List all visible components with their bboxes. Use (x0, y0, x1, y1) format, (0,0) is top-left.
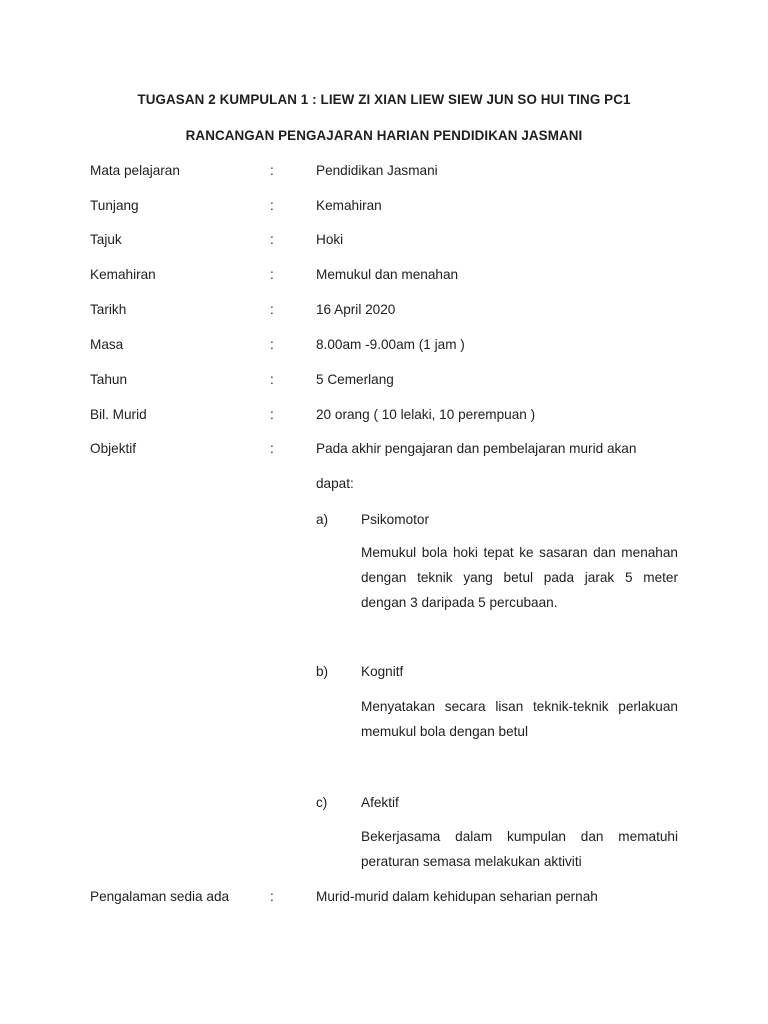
field-colon: : (270, 372, 274, 387)
field-value-mata-pelajaran: Pendidikan Jasmani (316, 163, 438, 178)
document-subtitle: RANCANGAN PENGAJARAN HARIAN PENDIDIKAN JASMANI (185, 128, 583, 143)
field-label-kemahiran: Kemahiran (90, 267, 156, 282)
objektif-item-line: peraturan semasa melakukan aktiviti (361, 854, 582, 869)
field-colon: : (270, 232, 274, 247)
objektif-item-heading-kognitif: Kognitf (361, 664, 404, 679)
objektif-item-heading-psikomotor: Psikomotor (361, 512, 429, 527)
document-title: TUGASAN 2 KUMPULAN 1 : LIEW ZI XIAN LIEW SIEW JUN SO HUI TING PC1 (137, 92, 631, 107)
field-value-tahun: 5 Cemerlang (316, 372, 394, 387)
field-colon: : (270, 198, 274, 213)
objektif-item-letter: a) (316, 512, 329, 527)
objektif-item-letter: b) (316, 664, 329, 679)
field-label-objektif: Objektif (90, 441, 137, 456)
objektif-item-line: Menyatakan secara lisan teknik-teknik perlakuan (361, 699, 678, 714)
field-colon: : (270, 302, 274, 317)
objektif-item-letter: c) (316, 795, 328, 810)
objektif-item-heading-afektif: Afektif (361, 795, 399, 810)
field-colon: : (270, 407, 274, 422)
field-value-kemahiran: Memukul dan menahan (316, 267, 459, 282)
field-label-masa: Masa (90, 337, 124, 352)
field-colon: : (270, 441, 274, 456)
field-value-bil-murid: 20 orang ( 10 lelaki, 10 perempuan ) (316, 407, 536, 422)
field-label-mata-pelajaran: Mata pelajaran (90, 163, 180, 178)
field-value-tajuk: Hoki (316, 232, 344, 247)
field-label-tunjang: Tunjang (90, 198, 139, 213)
field-value-pengalaman: Murid-murid dalam kehidupan seharian pernah (316, 889, 598, 904)
objektif-item-line: Bekerjasama dalam kumpulan dan mematuhi (361, 829, 678, 844)
field-label-tajuk: Tajuk (90, 232, 122, 247)
field-colon: : (270, 337, 274, 352)
field-value-masa: 8.00am -9.00am (1 jam ) (316, 337, 465, 352)
field-label-bil-murid: Bil. Murid (90, 407, 147, 422)
objektif-item-line: dengan 3 daripada 5 percubaan. (361, 595, 558, 610)
field-label-tarikh: Tarikh (90, 302, 127, 317)
objektif-item-line: memukul bola dengan betul (361, 724, 529, 739)
objektif-intro-line-2: dapat: (316, 476, 354, 491)
objektif-item-line: Memukul bola hoki tepat ke sasaran dan menahan (361, 545, 678, 560)
objektif-item-line: dengan teknik yang betul pada jarak 5 meter (361, 570, 678, 585)
field-label-pengalaman: Pengalaman sedia ada (90, 889, 230, 904)
field-label-tahun: Tahun (90, 372, 128, 387)
field-colon: : (270, 163, 274, 178)
objektif-intro-line-1: Pada akhir pengajaran dan pembelajaran murid akan (316, 441, 637, 456)
field-colon: : (270, 267, 274, 282)
field-colon: : (270, 889, 274, 904)
field-value-tarikh: 16 April 2020 (316, 302, 396, 317)
field-value-tunjang: Kemahiran (316, 198, 382, 213)
